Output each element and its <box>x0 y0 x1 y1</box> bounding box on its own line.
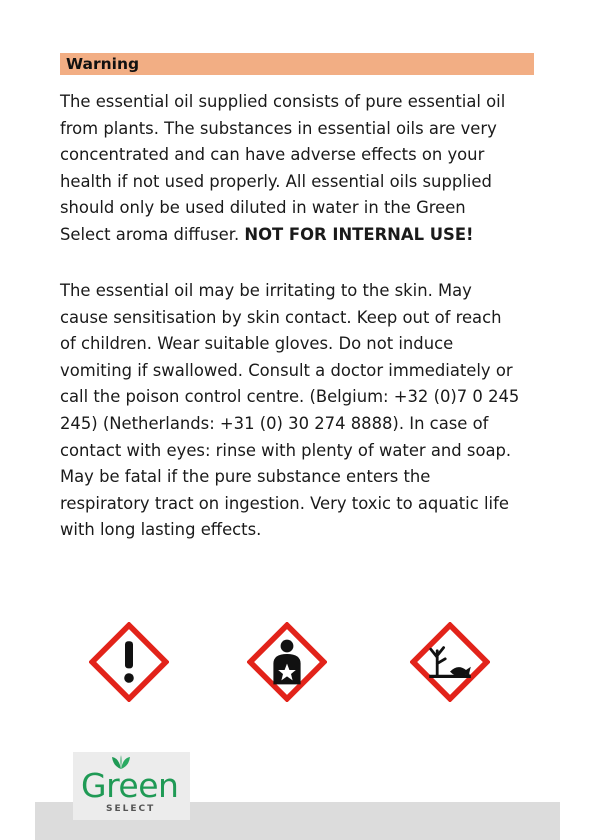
text-line: with long lasting effects. <box>60 520 262 540</box>
text-line: of children. Wear suitable gloves. Do not induce <box>60 334 454 354</box>
text-line: The essential oil supplied consists of pure essential oil <box>60 92 506 111</box>
text-line-prefix: Select aroma diffuser. <box>60 224 245 244</box>
usage-warning-paragraph <box>60 89 540 249</box>
text-line: The essential oil may be irritating to the skin. May <box>60 281 472 300</box>
text-line: call the poison control centre. (Belgium: +32 (0)7 0 245 <box>60 387 520 407</box>
text-line: from plants. The substances in essential oils are very <box>60 118 497 138</box>
green-select-logo <box>73 752 190 820</box>
hazard-paragraph <box>60 278 540 544</box>
text-line: May be fatal if the pure substance enters the <box>60 467 431 487</box>
logo-sub-text: SELECT <box>106 804 156 814</box>
text-line: health if not used properly. All essential oils supplied <box>60 171 492 191</box>
exclamation-hazard-icon <box>89 622 169 702</box>
text-line <box>60 222 540 249</box>
text-line: should only be used diluted in water in the Green <box>60 198 466 218</box>
text-line: vomiting if swallowed. Consult a doctor immediately or <box>60 360 513 380</box>
warning-title: Warning <box>66 55 140 73</box>
text-line: contact with eyes: rinse with plenty of water and soap. <box>60 440 512 460</box>
internal-use-warning: NOT FOR INTERNAL USE! <box>244 224 474 244</box>
warning-banner <box>60 53 534 75</box>
logo-brand-text: Green <box>81 766 179 805</box>
text-line: 245) (Netherlands: +31 (0) 30 274 8888). In case of <box>60 413 489 433</box>
text-line: respiratory tract on ingestion. Very toxic to aquatic life <box>60 493 509 513</box>
health-hazard-icon <box>247 622 327 702</box>
text-line: cause sensitisation by skin contact. Keep out of reach <box>60 307 502 327</box>
text-line: concentrated and can have adverse effects on your <box>60 145 485 165</box>
environment-hazard-icon <box>410 622 490 702</box>
